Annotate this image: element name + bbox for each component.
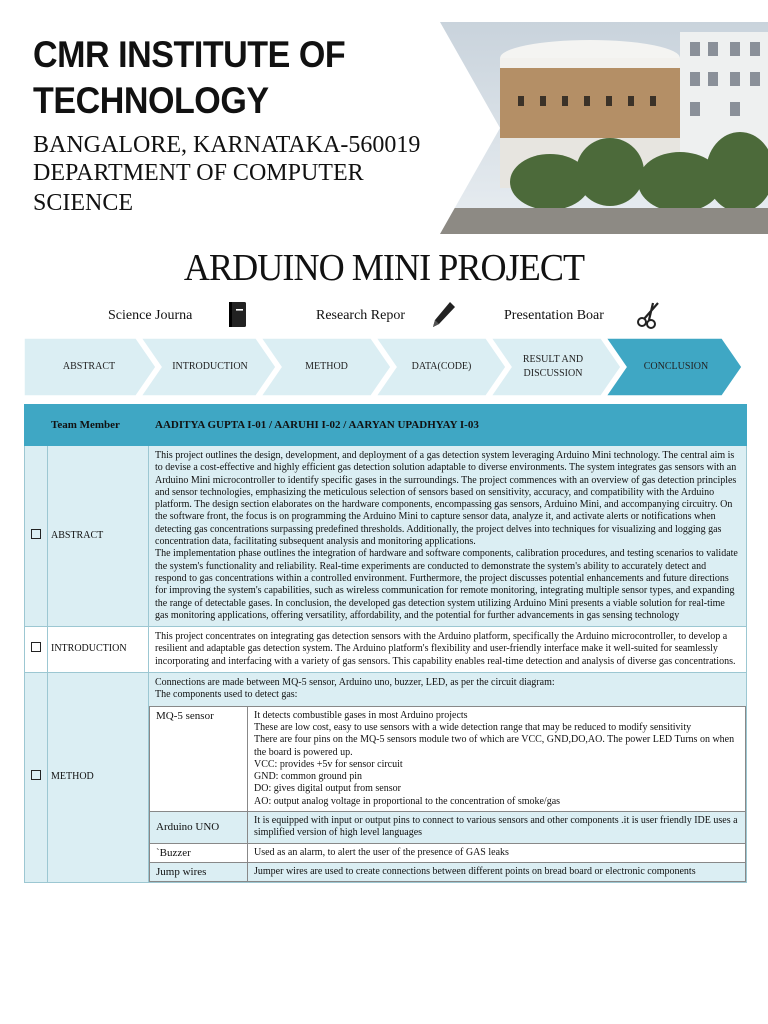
project-steps-arrow [24, 338, 744, 396]
method-checkbox[interactable] [31, 770, 41, 780]
abstract-checkbox[interactable] [31, 529, 41, 539]
step-introduction: INTRODUCTION [172, 361, 248, 372]
method-label: METHOD [48, 673, 149, 883]
component-line: GND: common ground pin [254, 771, 363, 783]
component-name: Arduino UNO [150, 812, 248, 844]
tool-science-journal-label: Science Journa [108, 308, 193, 323]
component-description [248, 706, 746, 811]
component-line: These are low cost, easy to use sensors with a wide detection range that may be reduced to modify sensitivity [254, 721, 692, 733]
abstract-label: ABSTRACT [48, 446, 149, 627]
tool-presentation-board-label: Presentation Boar [504, 308, 604, 323]
team-row [25, 405, 747, 446]
method-intro-line1: Connections are made between MQ-5 sensor, Arduino uno, buzzer, LED, as per the circuit diagram: [155, 677, 555, 689]
team-members: AADITYA GUPTA I-01 / AARUHI I-02 / AARYAN UPADHYAY I-03 [149, 405, 747, 446]
notebook-icon [226, 300, 252, 330]
step-abstract: ABSTRACT [62, 361, 116, 372]
component-description: Jumper wires are used to create connections between different points on bread board or electronic components [248, 862, 746, 881]
component-row [150, 862, 746, 881]
abstract-text [149, 446, 747, 627]
step-data-code: DATA(CODE) [411, 361, 472, 372]
scissors-icon [636, 300, 662, 330]
project-title: ARDUINO MINI PROJECT [183, 247, 585, 289]
components-table [149, 706, 746, 883]
step-method: METHOD [305, 361, 348, 372]
component-line: It detects combustible gases in most Arduino projects [254, 709, 468, 721]
institute-name [33, 32, 419, 124]
tool-research-report-label: Research Repor [316, 308, 406, 323]
introduction-label: INTRODUCTION [48, 627, 149, 673]
department-line2: SCIENCE [33, 190, 134, 216]
component-row [150, 812, 746, 844]
introduction-row [25, 627, 747, 673]
method-row [25, 673, 747, 883]
institute-name-line1: CMR INSTITUTE OF [33, 34, 346, 75]
institute-location: BANGALORE, KARNATAKA-560019 [33, 132, 421, 158]
abstract-row [25, 446, 747, 627]
method-content [149, 673, 747, 883]
pencil-icon [430, 300, 456, 330]
campus-building-photo [440, 22, 768, 234]
component-row [150, 843, 746, 862]
step-result-discussion: RESULT AND DISCUSSION [522, 354, 584, 379]
method-intro-line2: The components used to detect gas: [155, 689, 298, 701]
department-line1: DEPARTMENT OF COMPUTER [33, 160, 364, 186]
component-description: It is equipped with input or output pins to connect to various sensors and other components .it is user friendly IDE uses a simplified version of high level languages [248, 812, 746, 844]
institute-name-line2: TECHNOLOGY [33, 80, 269, 121]
component-name: MQ-5 sensor [150, 706, 248, 811]
project-table [24, 404, 747, 883]
abstract-paragraph-2: The implementation phase outlines the integration of hardware and software components, calibration procedures, and testing scenarios to validate the system's functionality and reliability. Real-time experiments are conducted to demonstrate the system's ability to accurately detect and respond to gas concentrations within a controlled environment. Furthermore, the project discusses potential enhancements and future directions for improving the system's capabilities, such as wireless communication for remote monitoring, integrating multiple sensor types, and expanding the range of detectable gases. In conclusion, the developed gas detection system utilizing Arduino Mini presents a viable solution for real-time gas monitoring applications, offering versatility, affordability, and the potential for further advancements in gas sensing technology [155, 548, 738, 621]
component-line: VCC: provides +5v for sensor circuit [254, 758, 403, 770]
component-line: There are four pins on the MQ-5 sensors module two of which are VCC, GND,DO,AO. The power LED Turns on when the board is powered up. [254, 734, 735, 758]
component-line: DO: gives digital output from sensor [254, 783, 401, 795]
component-description: Used as an alarm, to alert the user of the presence of GAS leaks [248, 843, 746, 862]
abstract-paragraph-1: This project outlines the design, development, and deployment of a gas detection system leveraging Arduino Mini technology. The central aim is to devise a cost-effective and highly efficient gas detection solution adaptable to diverse environments. The system integrates gas sensors with an Arduino Mini microcontroller to identify specific gases in the surroundings. The project commences with an overview of gas detection principles and sensor technologies, emphasizing the meticulous selection of sensors based on sensitivity, accuracy, and compatibility with the Arduino platform. The design section elaborates on the hardware components, encompassing gas sensors, Arduino Mini, and accompanying circuitry. On the software front, the focus is on programming the Arduino Mini to capture sensor data, analyze it, and activate alerts or notifications when detecting gas concentrations surpassing predefined thresholds. Additionally, the project delves into techniques for visualizing and logging gas concentration data, facilitating subsequent analysis and monitoring applications. [155, 450, 737, 548]
introduction-text: This project concentrates on integrating gas detection sensors with the Arduino platform, specifically the Arduino microcontroller, to develop a resilient and adaptable gas detection system. The Arduino platform's flexibility and user-friendly interface make it well-suited for seamlessly incorporating and interfacing with a variety of gas sensors. This capability enables real-time detection and analysis of diverse gas concentrations. [149, 627, 747, 673]
introduction-checkbox[interactable] [31, 642, 41, 652]
step-conclusion: CONCLUSION [643, 361, 709, 372]
team-member-label: Team Member [48, 405, 149, 446]
component-name: `Buzzer [150, 843, 248, 862]
component-row [150, 706, 746, 811]
component-name: Jump wires [150, 862, 248, 881]
component-line: AO: output analog voltage in proportional to the concentration of smoke/gas [254, 795, 561, 807]
